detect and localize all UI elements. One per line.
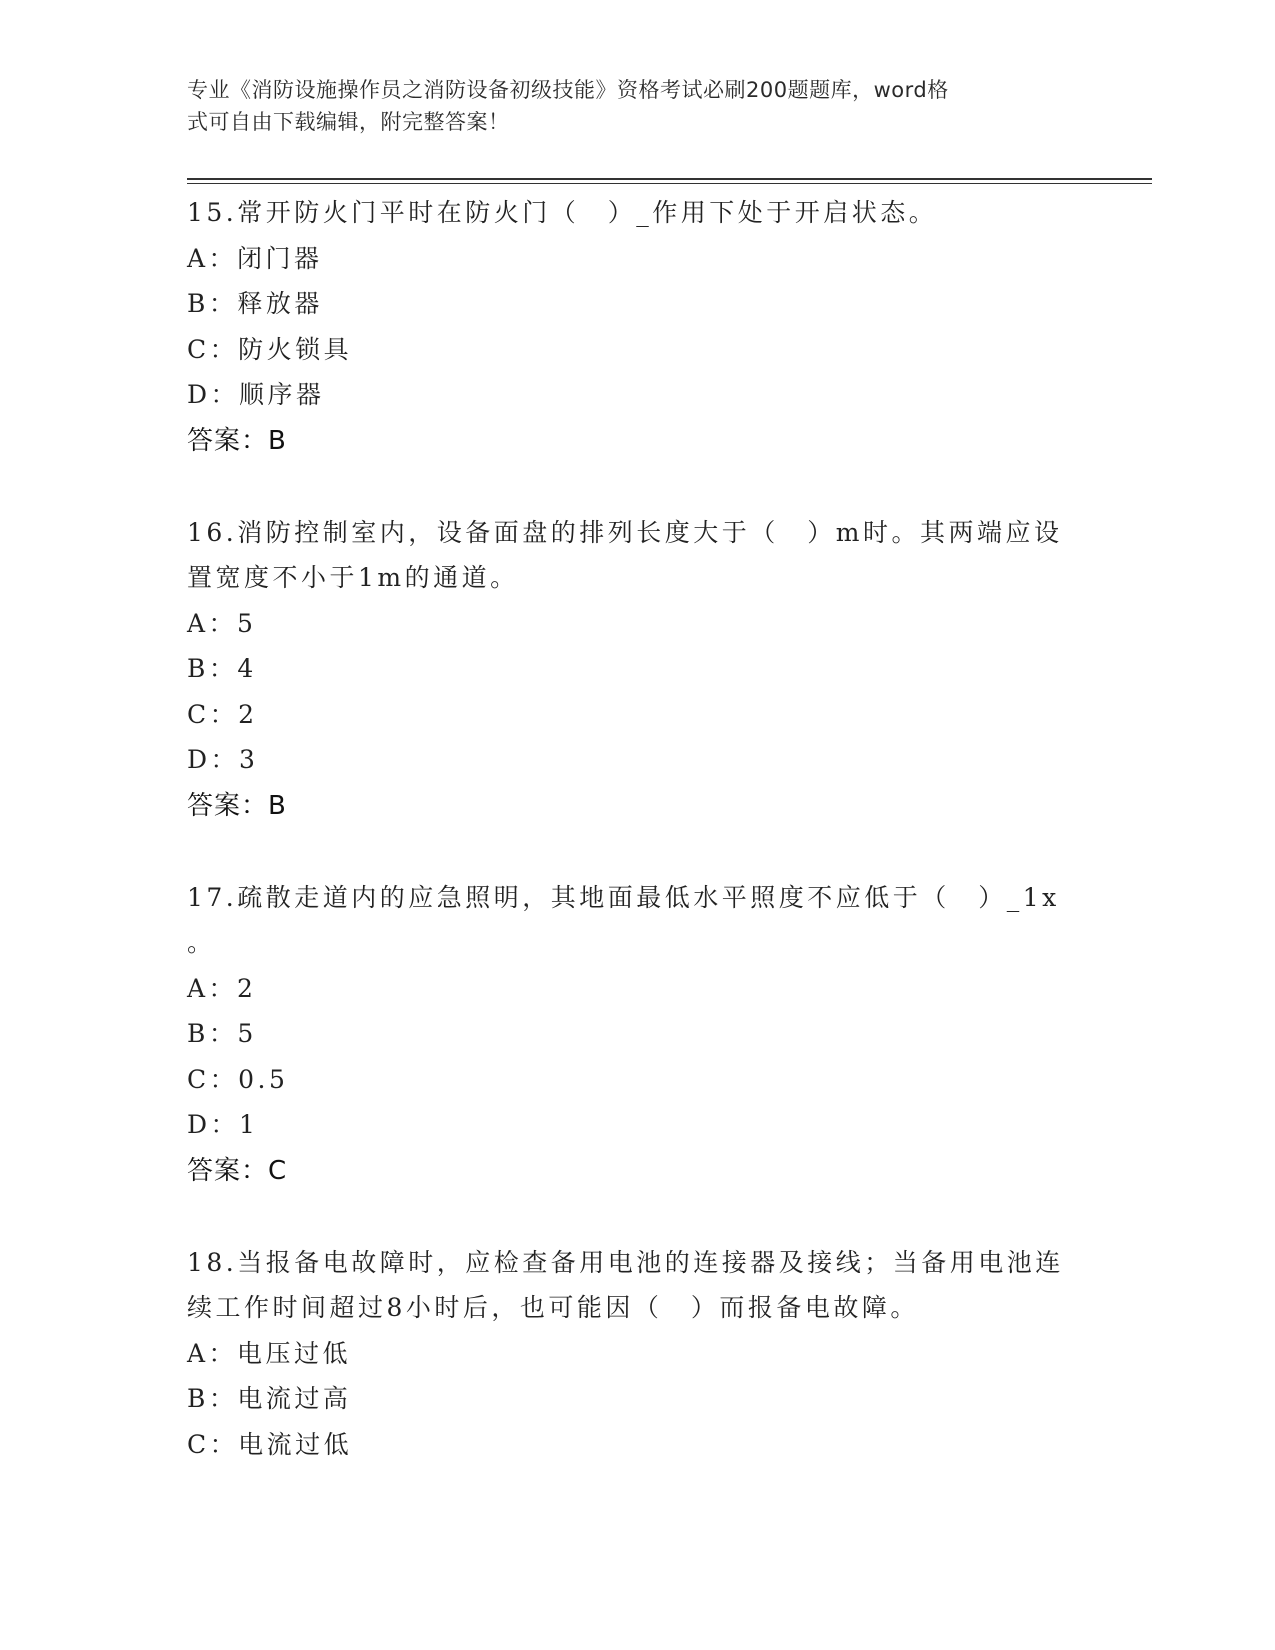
option-d: D：顺序器 bbox=[187, 380, 325, 409]
question-stem-continued: 。 bbox=[187, 928, 216, 957]
question-15 bbox=[187, 190, 1087, 464]
option-c: C：2 bbox=[187, 699, 258, 729]
option-d: D：3 bbox=[187, 745, 259, 774]
question-stem: 16.消防控制室内，设备面盘的排列长度大于（ ）m时。其两端应设 bbox=[187, 517, 1063, 547]
option-c: C：0.5 bbox=[187, 1064, 289, 1094]
option-a: A：5 bbox=[187, 608, 257, 638]
question-stem-continued: 置宽度不小于1m的通道。 bbox=[187, 563, 519, 592]
answer-label: 答案：B bbox=[187, 425, 287, 456]
header-line-1: 专业《消防设施操作员之消防设备初级技能》资格考试必刷200题题库，word格 bbox=[187, 78, 949, 102]
document-header bbox=[187, 74, 1067, 138]
option-b: B：4 bbox=[187, 654, 257, 683]
option-c: C：电流过低 bbox=[187, 1429, 353, 1459]
option-b: B：释放器 bbox=[187, 289, 323, 318]
question-16 bbox=[187, 510, 1087, 829]
option-d: D：1 bbox=[187, 1110, 259, 1139]
option-b: B：5 bbox=[187, 1019, 257, 1048]
answer-label: 答案：C bbox=[187, 1155, 288, 1186]
header-rule-thin bbox=[187, 183, 1152, 184]
option-b: B：电流过高 bbox=[187, 1384, 352, 1413]
question-18 bbox=[187, 1240, 1087, 1468]
question-list bbox=[187, 190, 1087, 1513]
header-line-2: 式可自由下载编辑，附完整答案！ bbox=[187, 110, 510, 134]
header-rule-thick bbox=[187, 178, 1152, 180]
option-a: A：电压过低 bbox=[187, 1338, 352, 1368]
question-stem: 17.疏散走道内的应急照明，其地面最低水平照度不应低于（ ）_1x bbox=[187, 882, 1060, 912]
option-c: C：防火锁具 bbox=[187, 334, 353, 364]
question-stem: 18.当报备电故障时，应检查备用电池的连接器及接线；当备用电池连 bbox=[187, 1247, 1064, 1277]
question-stem: 15.常开防火门平时在防火门（ ）_作用下处于开启状态。 bbox=[187, 198, 938, 227]
option-a: A：2 bbox=[187, 973, 257, 1003]
question-17 bbox=[187, 875, 1087, 1194]
option-a: A：闭门器 bbox=[187, 243, 323, 273]
question-stem-continued: 续工作时间超过8小时后，也可能因（ ）而报备电故障。 bbox=[187, 1293, 919, 1322]
answer-label: 答案：B bbox=[187, 790, 287, 821]
